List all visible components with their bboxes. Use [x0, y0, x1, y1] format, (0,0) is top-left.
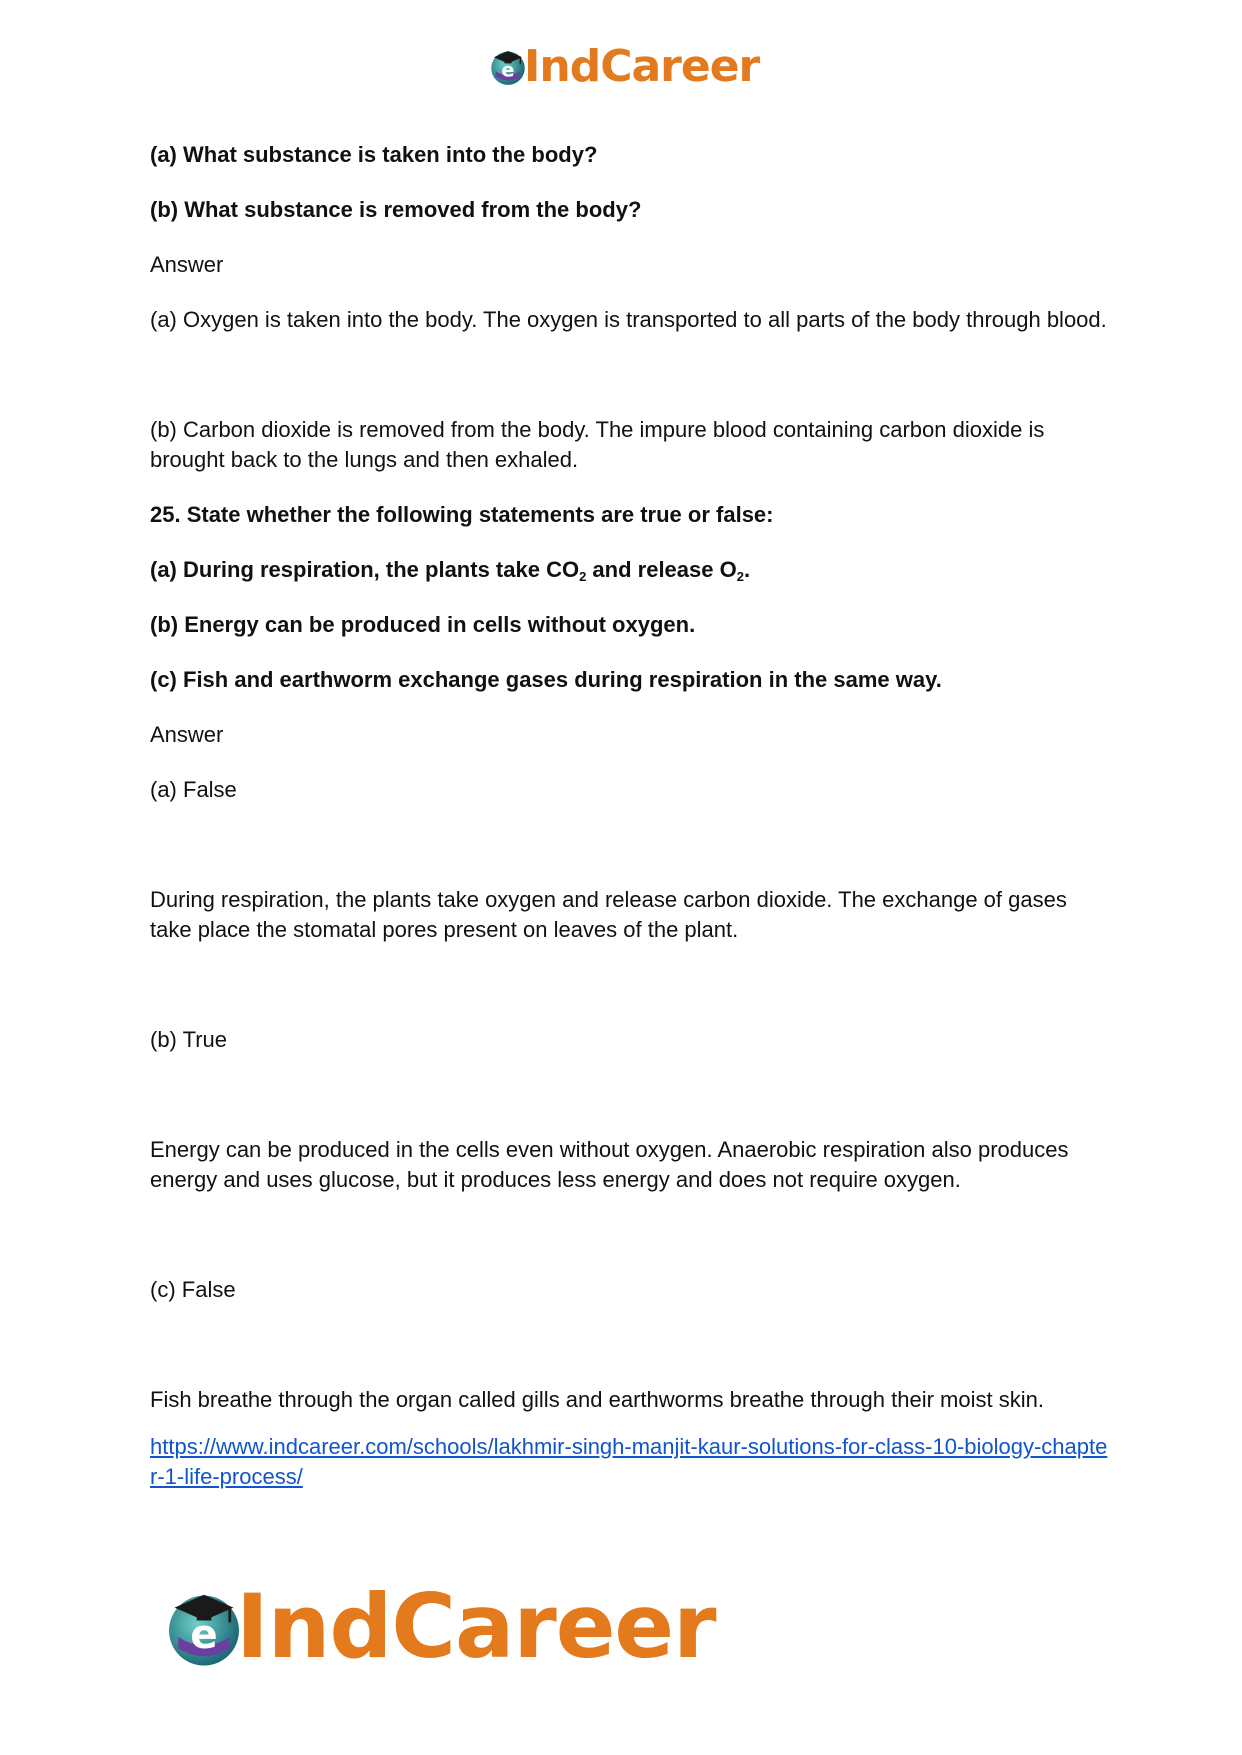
answer-25b: (b) True	[150, 1027, 228, 1052]
header-logo	[486, 40, 759, 92]
answer-label: Answer	[150, 252, 224, 277]
answer-a: (a) Oxygen is taken into the body. The oxygen is transported to all parts of the body through blood.	[150, 307, 1107, 332]
question-25b: (b) Energy can be produced in cells without oxygen.	[150, 612, 696, 637]
svg-text:e: e	[501, 58, 515, 82]
question-25a-sub2: 2	[736, 569, 744, 584]
question-b: (b) What substance is removed from the body?	[150, 197, 642, 222]
answer-25a: (a) False	[150, 777, 237, 802]
answer-label-2: Answer	[150, 722, 224, 747]
footer-logo	[158, 1576, 716, 1676]
source-link[interactable]: https://www.indcareer.com/schools/lakhmir-singh-manjit-kaur-solutions-for-class-10-biology-chapter-1-life-process/	[150, 1434, 1108, 1489]
question-25: 25. State whether the following statements are true or false:	[150, 502, 774, 527]
header-brand-text: IndCareer	[524, 40, 760, 92]
answer-25c: (c) False	[150, 1277, 236, 1302]
answer-25a-explanation: During respiration, the plants take oxygen and release carbon dioxide. The exchange of gases take place the stomatal pores present on leaves of the plant.	[150, 887, 1067, 942]
question-25c: (c) Fish and earthworm exchange gases during respiration in the same way.	[150, 667, 942, 692]
answer-25c-explanation: Fish breathe through the organ called gills and earthworms breathe through their moist skin.	[150, 1387, 1044, 1412]
question-25a-suffix: .	[743, 557, 751, 582]
question-25a-middle: and release O	[586, 557, 737, 582]
answer-b: (b) Carbon dioxide is removed from the body. The impure blood containing carbon dioxide is brought back to the lungs and then exhaled.	[150, 417, 1045, 472]
svg-text:e: e	[190, 1610, 218, 1659]
question-25a	[150, 555, 1110, 585]
footer-brand-text: IndCareer	[236, 1574, 716, 1678]
question-a: (a) What substance is taken into the body?	[150, 142, 598, 167]
question-25a-sub1: 2	[579, 569, 587, 584]
document-body	[150, 140, 1110, 1492]
answer-25b-explanation: Energy can be produced in the cells even without oxygen. Anaerobic respiration also produces energy and uses glucose, but it produces less energy and does not require oxygen.	[150, 1137, 1069, 1192]
question-25a-prefix: (a) During respiration, the plants take CO	[150, 557, 580, 582]
